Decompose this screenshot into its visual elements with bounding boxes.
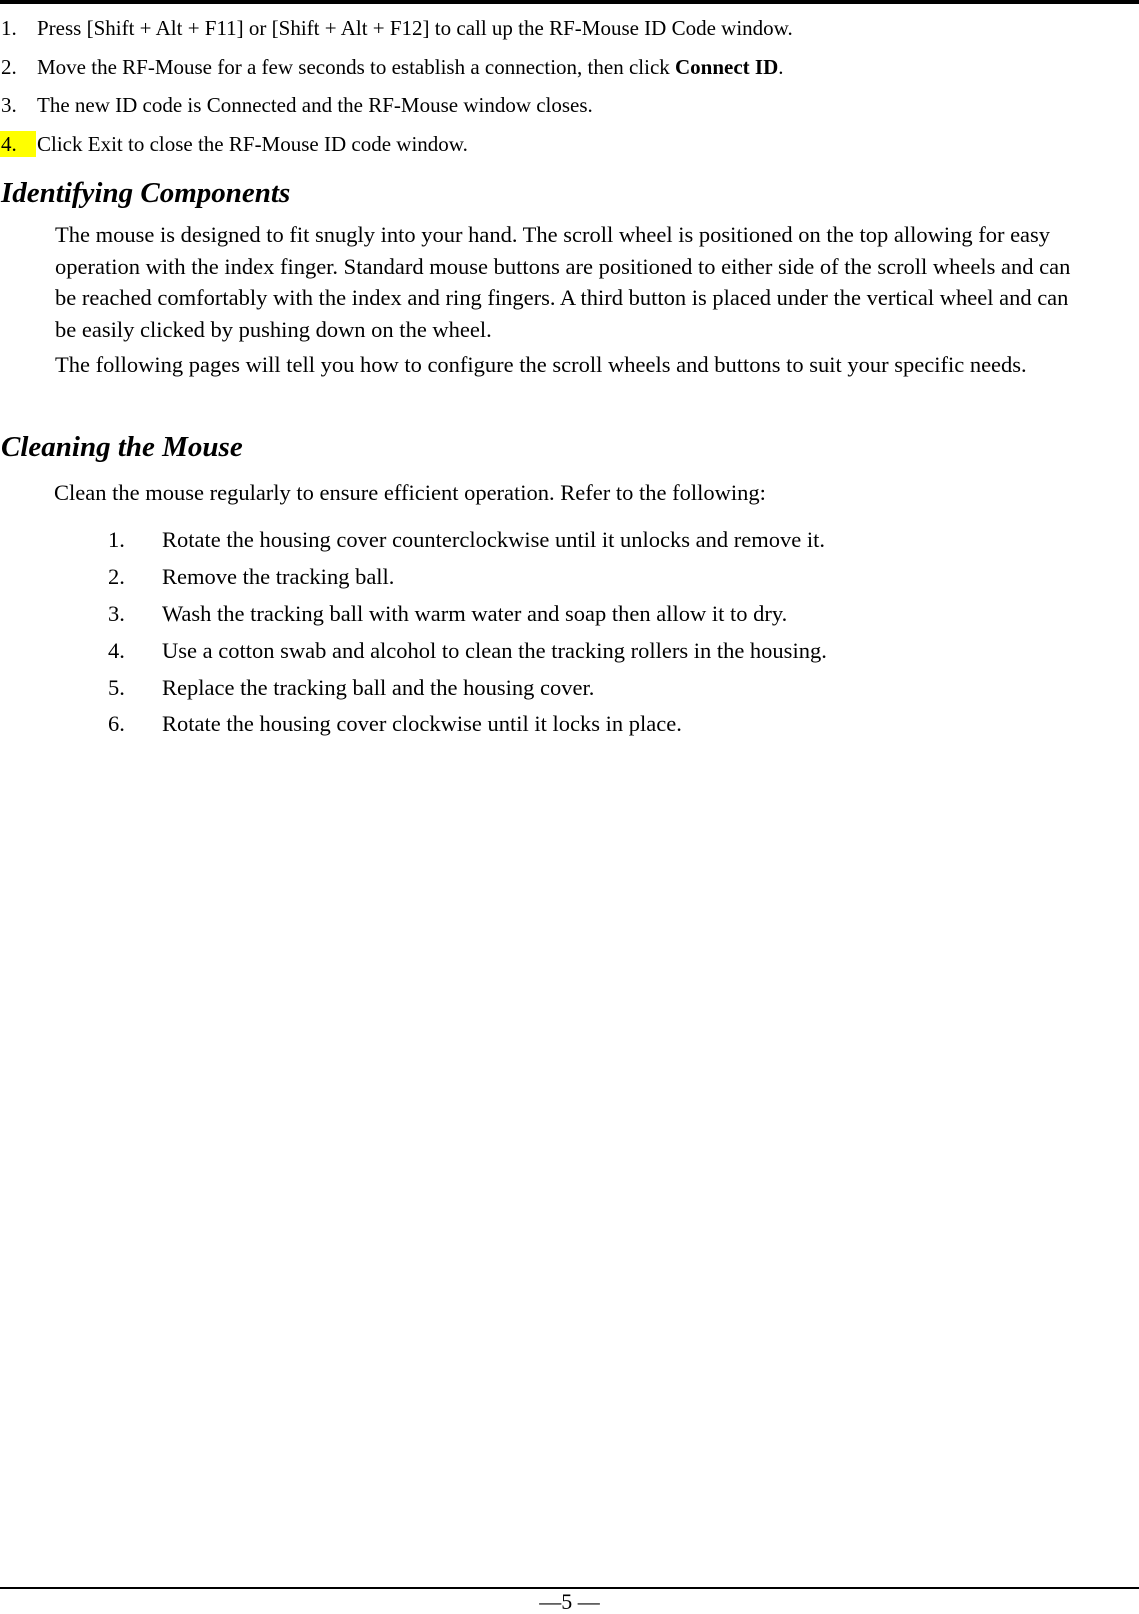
step-text: The new ID code is Connected and the RF-Mouse window closes.: [37, 93, 593, 117]
connect-id-label: Connect ID: [675, 55, 779, 79]
step-text: Press [Shift + Alt + F11] or [Shift + Alt + F12] to call up the RF-Mouse ID Code window.: [37, 16, 793, 40]
step-number: 3.: [1, 93, 17, 117]
identifying-components-heading: Identifying Components: [1, 177, 291, 209]
cleaning-item-number: 4.: [108, 638, 125, 663]
cleaning-mouse-heading: Cleaning the Mouse: [1, 431, 243, 463]
identifying-paragraph-2: The following pages will tell you how to configure the scroll wheels and buttons to suit your specific needs.: [55, 352, 1027, 377]
cleaning-item-number: 6.: [108, 711, 125, 736]
cleaning-item-text: Use a cotton swab and alcohol to clean the tracking rollers in the housing.: [162, 638, 827, 663]
page-number: —5 —: [539, 1589, 600, 1614]
step-text: Move the RF-Mouse for a few seconds to establish a connection, then click Connect ID.: [37, 55, 784, 79]
cleaning-item-number: 1.: [108, 527, 125, 552]
cleaning-item-text: Wash the tracking ball with warm water and soap then allow it to dry.: [162, 601, 788, 626]
cleaning-item-text: Rotate the housing cover counterclockwise until it unlocks and remove it.: [162, 527, 825, 552]
cleaning-item-number: 5.: [108, 675, 125, 700]
cleaning-item-text: Rotate the housing cover clockwise until it locks in place.: [162, 711, 682, 736]
step-number: 1.: [1, 16, 17, 40]
cleaning-item-number: 2.: [108, 564, 125, 589]
identifying-paragraph-1: The mouse is designed to fit snugly into your hand. The scroll wheel is positioned on the top allowing for easy operation with the index finger. Standard mouse buttons are positioned to either side of the scroll wheels and can be reached comfortably with the index and ring fingers. A third button is placed under the vertical wheel and can be easily clicked by pushing down on the wheel.: [55, 222, 1071, 342]
cleaning-item-text: Remove the tracking ball.: [162, 564, 395, 589]
step-text: Click Exit to close the RF-Mouse ID code window.: [37, 132, 468, 156]
cleaning-item-text: Replace the tracking ball and the housing cover.: [162, 675, 595, 700]
step-number-highlighted: 4.: [0, 131, 36, 157]
cleaning-intro: Clean the mouse regularly to ensure efficient operation. Refer to the following:: [54, 480, 766, 505]
top-rule: [0, 0, 1139, 4]
step-number: 2.: [1, 55, 17, 79]
cleaning-item-number: 3.: [108, 601, 125, 626]
